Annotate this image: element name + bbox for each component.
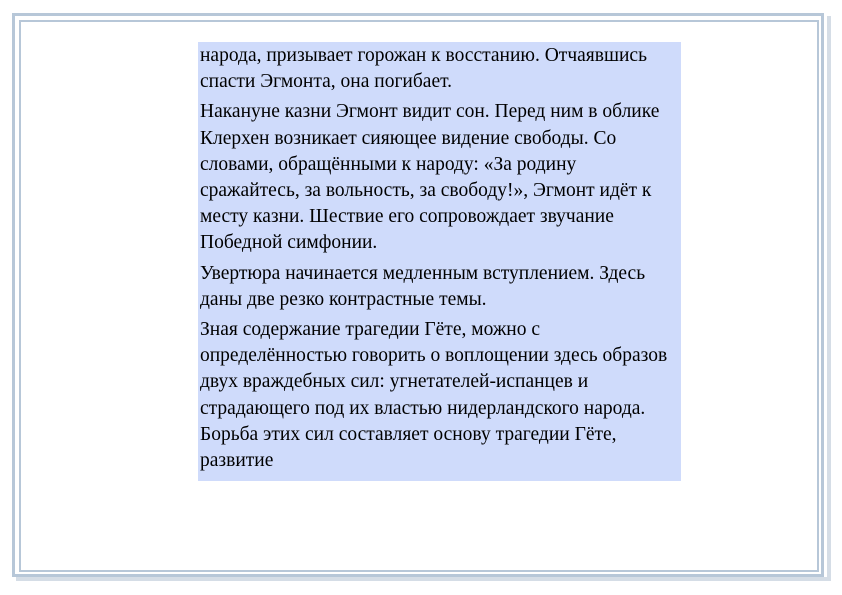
- paragraph-1: народа, призывает горожан к восстанию. Отчаявшись спасти Эгмонта, она погибает.: [200, 45, 647, 93]
- paragraph-3: Увертюра начинается медленным вступлением. Здесь даны две резко контрастные темы.: [200, 262, 646, 310]
- paragraph-4: Зная содержание трагедии Гёте, можно с определённостью говорить о воплощении здесь образов двух враждебных сил: угнетателей-испанцев и страдающего под их властью нидерландского народа. Борьба этих сил составляет основу трагедии Гёте, развитие: [200, 319, 668, 472]
- frame-shadow-bottom: [16, 577, 831, 581]
- paragraph-2: Накануне казни Эгмонт видит сон. Перед ним в облике Клерхен возникает сияющее видение свободы. Со словами, обращёнными к народу: «За родину сражайтесь, за вольность, за свободу!», Эгмонт идёт к месту казни. Шествие его сопровождает звучание Победной симфонии.: [200, 101, 660, 254]
- text-box: [198, 42, 681, 481]
- frame-shadow-right: [827, 16, 831, 581]
